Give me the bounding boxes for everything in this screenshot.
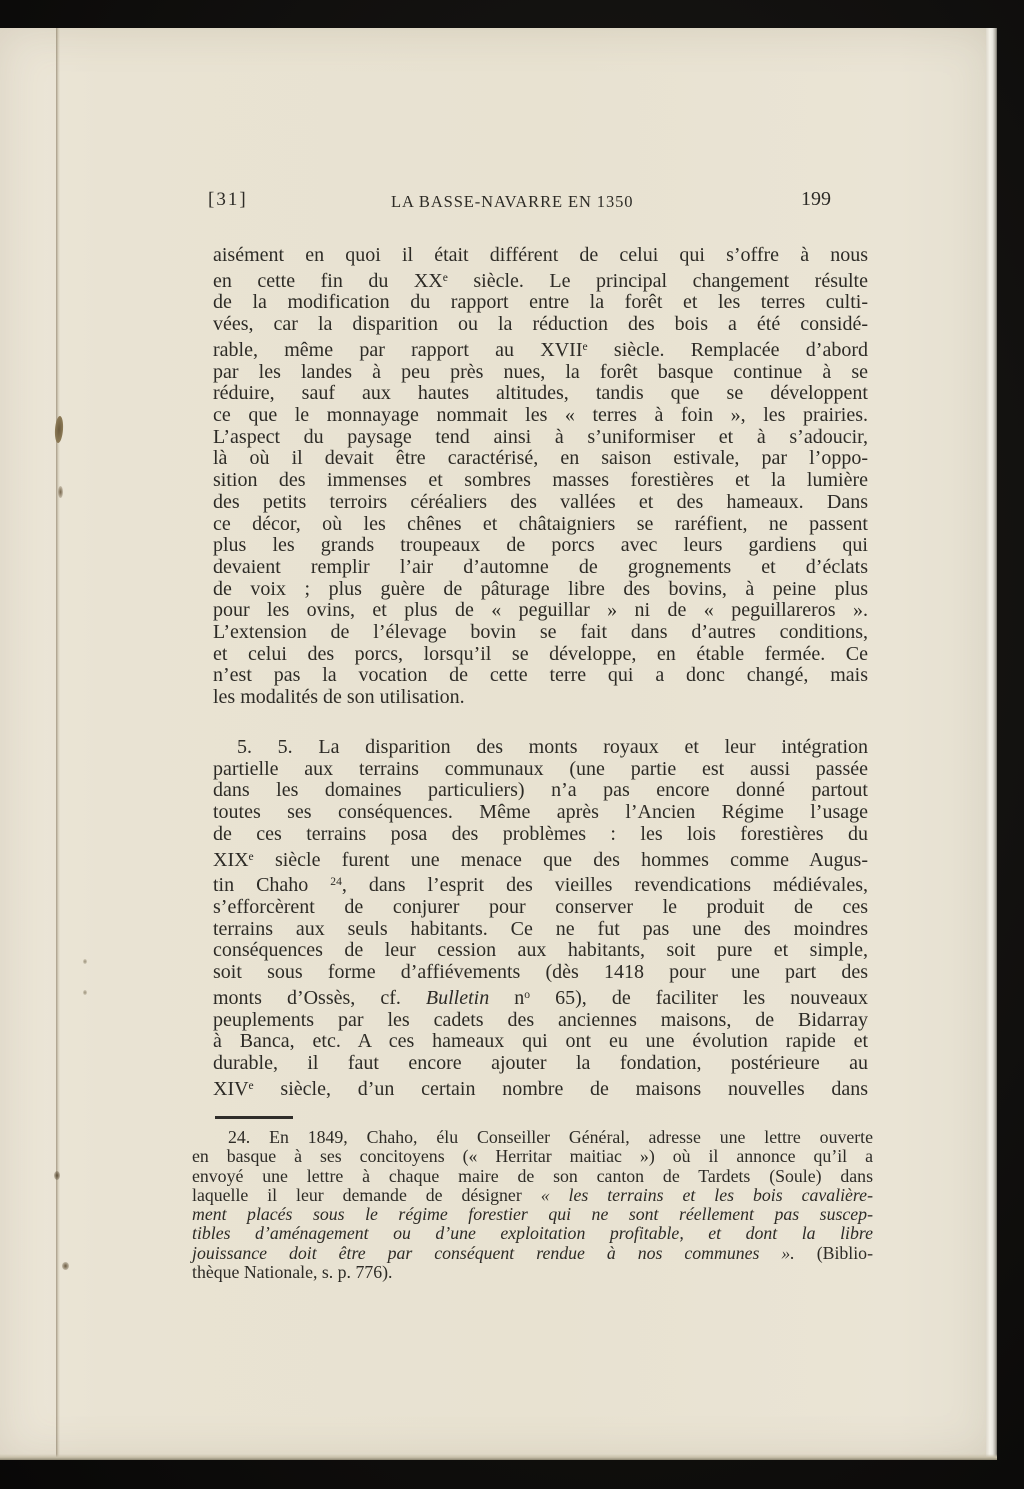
text-line: aisément en quoi il était différent de celui qui s’offre à nous (213, 244, 868, 266)
page-number: 199 (801, 188, 831, 210)
margin-section-number: [31] (208, 189, 248, 210)
text-line: soit sous forme d’affiévements (dès 1418 pour une part des (213, 961, 868, 984)
text-line: en basque à ses concitoyens (« Herritar maitiac ») où il annonce qu’il a (192, 1146, 873, 1167)
text-line: tibles d’aménagement ou d’une exploitation profitable, et dont la libre (192, 1223, 873, 1244)
text-line: à Banca, etc. A ces hameaux qui ont eu une évolution rapide et (213, 1030, 868, 1053)
text-line: toutes ses conséquences. Même après l’Ancien Régime l’usage (213, 801, 868, 824)
text-line: sition des immenses et sombres masses forestières et la lumière (213, 469, 868, 492)
text-line: dans les domaines particuliers) n’a pas encore donné partout (213, 779, 868, 802)
text-line: de la modification du rapport entre la forêt et les terres culti- (213, 291, 868, 314)
text-line: jouissance doit être par conséquent rendue à nos communes ». (Biblio- (192, 1242, 873, 1263)
text-line: tin Chaho $^{24}$, dans l’esprit des vieilles revendications médiévales, (213, 874, 868, 897)
text-line: L’aspect du paysage tend ainsi à s’uniformiser et à s’adoucir, (213, 425, 868, 448)
stain-speck (58, 486, 63, 498)
text-line: des petits terroirs céréaliers des vallées et des hameaux. Dans (213, 490, 868, 513)
text-line: réduire, sauf aux hautes altitudes, tandis que se développent (213, 382, 868, 405)
text-line: XIXe siècle furent une menace que des hommes comme Augus- (213, 848, 868, 871)
text-line: rable, même par rapport au XVIIe siècle. Remplacée d’abord (213, 338, 869, 361)
text-line: monts d’Ossès, cf. Bulletin $n^o$ 65), de faciliter les nouveaux (213, 986, 868, 1009)
text-line: devaient remplir l’air d’automne de grognements et d’éclats (213, 555, 868, 578)
page-gutter-shading (0, 28, 57, 1460)
text-line: de ces terrains posa des problèmes : les lois forestières du (213, 822, 868, 845)
text-line: s’efforcèrent de conjurer pour conserver le produit de ces (213, 895, 868, 918)
text-line: 5. 5. La disparition des monts royaux et leur intégration (237, 736, 868, 758)
running-title: LA BASSE-NAVARRE EN 1350 (391, 192, 634, 211)
page-edge-bottom (0, 1454, 997, 1460)
text-line: plus les grands troupeaux de porcs avec leurs gardiens qui (213, 534, 868, 557)
text-line: peuplements par les cadets des anciennes maisons, de Bidarray (213, 1008, 868, 1031)
binding-crease (56, 28, 60, 1460)
text-line: les modalités de son utilisation. (213, 686, 465, 709)
text-line: par les landes à peu près nues, la forêt basque continue à se (213, 360, 868, 383)
text-line: ce que le monnayage nommait les « terres à foin », les prairies. (213, 403, 868, 426)
text-line: n’est pas la vocation de cette terre qui a donc changé, mais (213, 664, 868, 687)
stain-speck (83, 959, 87, 964)
text-line: en cette fin du XXe siècle. Le principal changement résulte (213, 269, 868, 292)
footnote-24 (192, 1128, 873, 1282)
text-line: laquelle il leur demande de désigner « les terrains et les bois cavalière- (192, 1184, 873, 1205)
text-line: ment placés sous le régime forestier qui ne sont réellement pas suscep- (192, 1204, 873, 1225)
stain-speck (54, 1171, 60, 1180)
text-line: L’extension de l’élevage bovin se fait dans d’autres conditions, (213, 621, 868, 644)
page-edge-right (986, 28, 997, 1460)
text-line: thèque Nationale, s. p. 776). (192, 1262, 393, 1283)
text-line: partielle aux terrains communaux (une partie est aussi passée (213, 757, 868, 780)
text-line: terrains aux seuls habitants. Ce ne fut pas une des moindres (213, 917, 868, 940)
paragraph-1 (213, 245, 868, 709)
text-line: conséquences de leur cession aux habitants, soit pure et simple, (213, 939, 868, 962)
text-line: envoyé une lettre à chaque maire de son canton de Tardets (Soule) dans (192, 1165, 873, 1186)
text-line: là où il devait être caractérisé, en saison estivale, par l’oppo- (213, 447, 868, 470)
text-line: de voix ; plus guère de pâturage libre des bovins, à peine plus (213, 577, 868, 600)
text-line: vées, car la disparition ou la réduction des bois a été considé- (213, 313, 868, 336)
text-line: et celui des porcs, lorsqu’il se développe, en étable fermée. Ce (213, 642, 868, 665)
text-line: ce décor, où les chênes et châtaigniers se raréfient, ne passent (213, 512, 868, 535)
footnote-separator (215, 1116, 293, 1119)
text-line: pour les ovins, et plus de « peguillar » ni de « peguillareros ». (213, 599, 868, 622)
stain-speck (83, 990, 87, 995)
stain-speck (62, 1262, 69, 1270)
stain-speck (54, 416, 64, 443)
paragraph-2 (213, 737, 868, 1100)
text-line: 24. En 1849, Chaho, élu Conseiller Général, adresse une lettre ouverte (228, 1127, 873, 1147)
text-line: XIVe siècle, d’un certain nombre de maisons nouvelles dans (213, 1077, 868, 1100)
text-line: durable, il faut encore ajouter la fondation, postérieure au (213, 1051, 868, 1074)
